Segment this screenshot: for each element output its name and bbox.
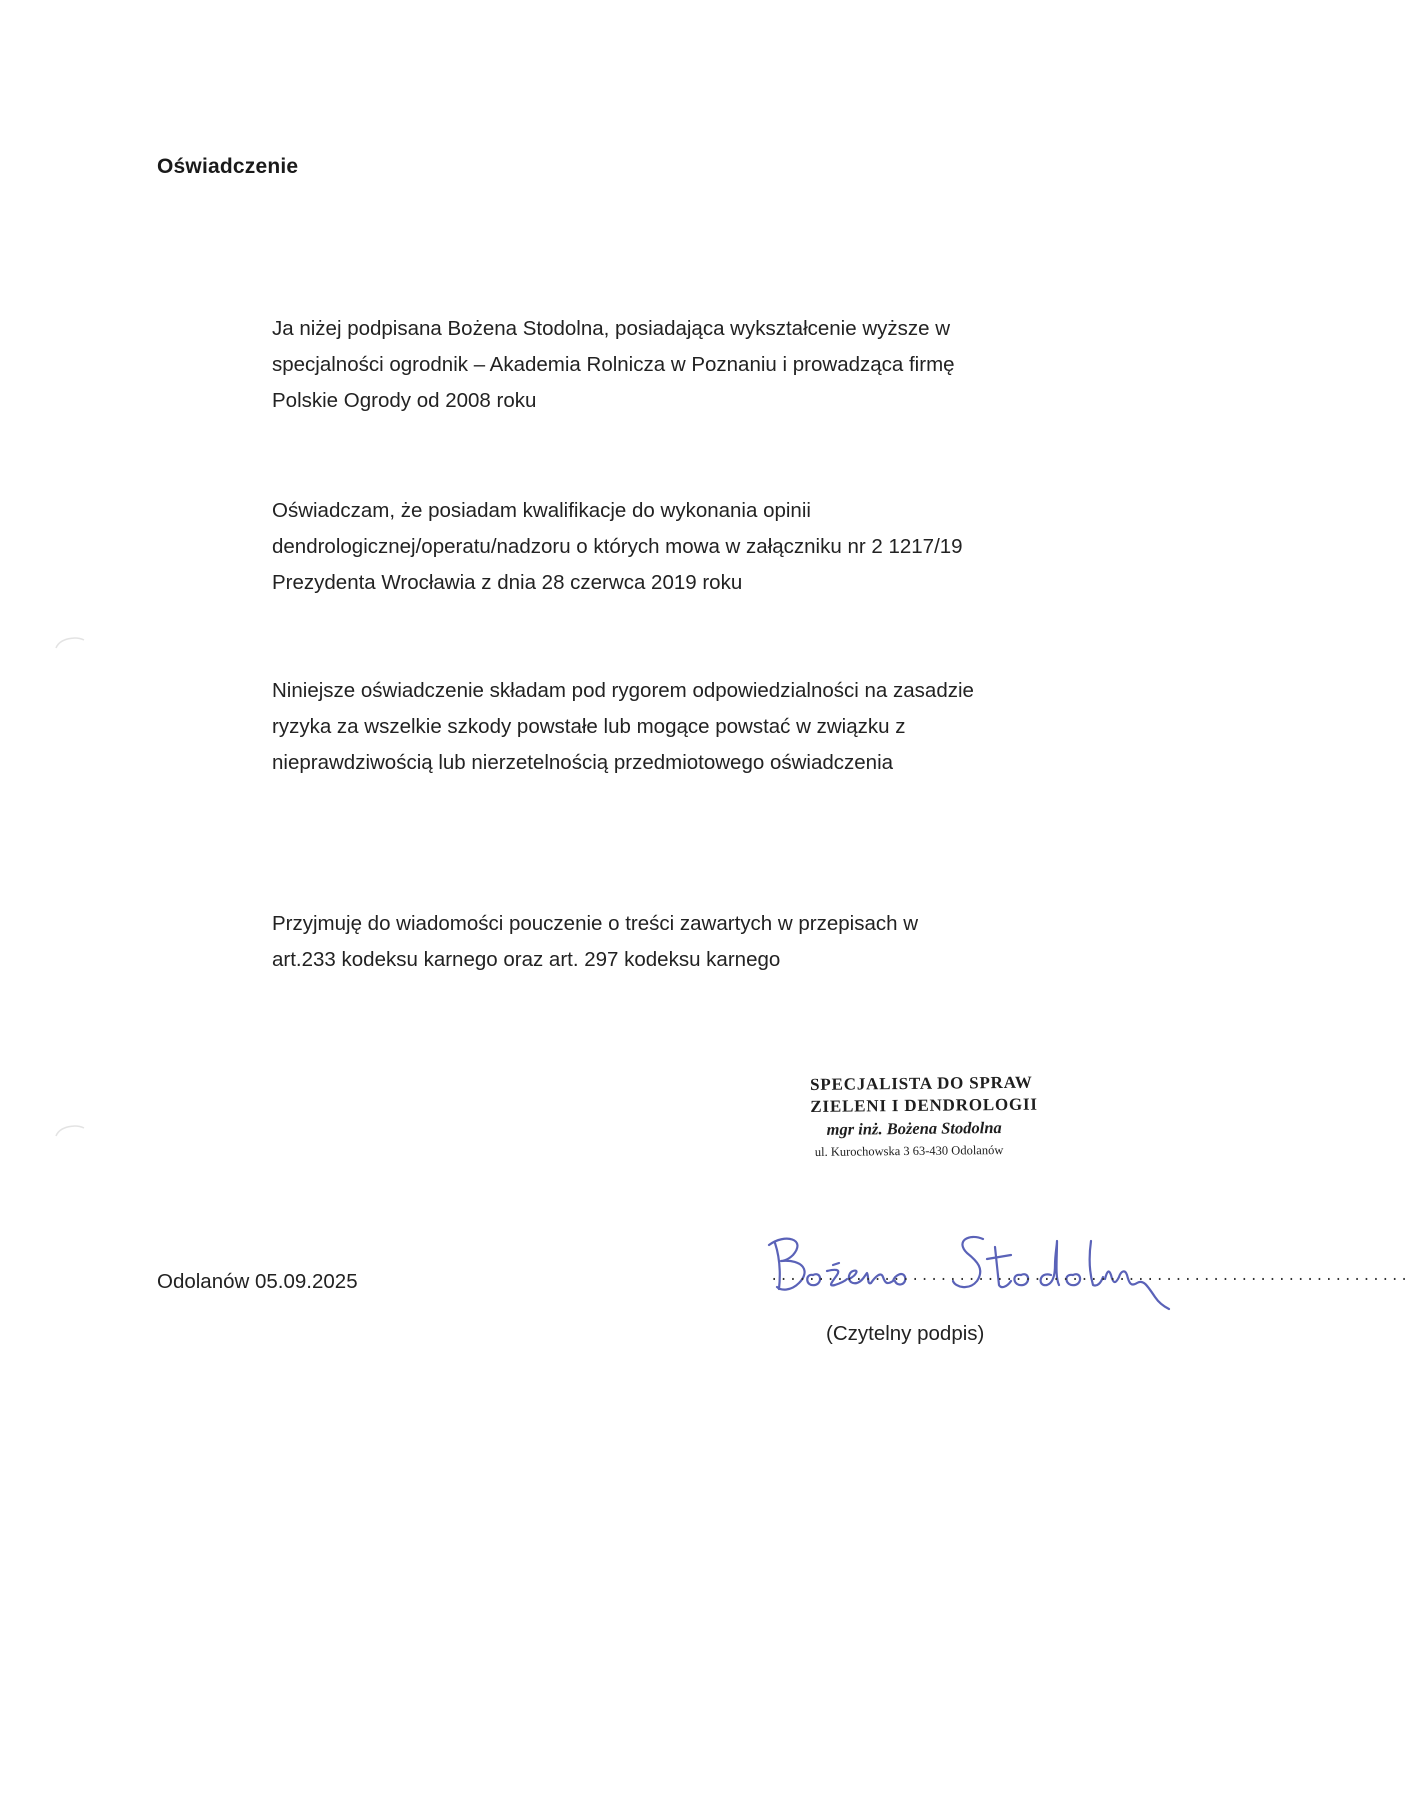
paragraph-line: nieprawdziwością lub nierzetelnością przedmiotowego oświadczenia [272, 751, 894, 774]
paragraph-line: art.233 kodeksu karnego oraz art. 297 kodeksu karnego [272, 948, 781, 971]
paragraph-line: dendrologicznej/operatu/nadzoru o których mowa w załączniku nr 2 1217/19 [272, 535, 963, 558]
stamp-line-field: ZIELENI I DENDROLOGII [810, 1094, 1038, 1116]
stamp-line-name: mgr inż. Bożena Stodolna [826, 1117, 1002, 1139]
stamp-line-address: ul. Kurochowska 3 63-430 Odolanów [814, 1142, 1004, 1159]
paragraph-line: Prezydenta Wrocławia z dnia 28 czerwca 2019 roku [272, 571, 743, 594]
paragraph-declarant [272, 311, 1172, 419]
document-title: Oświadczenie [157, 155, 299, 178]
specialist-stamp [810, 1071, 1091, 1163]
signature-dotted-line: .................................................................... [770, 1269, 1409, 1285]
punch-hole-icon [52, 1118, 88, 1154]
paragraph-qualifications [272, 493, 1172, 601]
paragraph-line: Przyjmuję do wiadomości pouczenie o treści zawartych w przepisach w [272, 912, 919, 935]
paragraph-line: ryzyka za wszelkie szkody powstałe lub mogące powstać w związku z [272, 715, 906, 738]
stamp-line-title: SPECJALISTA DO SPRAW [810, 1072, 1033, 1094]
signature-caption: (Czytelny podpis) [826, 1322, 985, 1345]
paragraph-line: specjalności ogrodnik – Akademia Rolnicza w Poznaniu i prowadząca firmę [272, 353, 955, 376]
paragraph-line: Polskie Ogrody od 2008 roku [272, 389, 537, 412]
paragraph-line: Ja niżej podpisana Bożena Stodolna, posiadająca wykształcenie wyższe w [272, 317, 951, 340]
punch-hole-icon [52, 630, 88, 666]
handwritten-signature [755, 1225, 1409, 1305]
paragraph-line: Oświadczam, że posiadam kwalifikacje do wykonania opinii [272, 499, 811, 522]
paragraph-criminal-code [272, 906, 1172, 978]
signature-icon [755, 1225, 1409, 1305]
place-and-date: Odolanów 05.09.2025 [157, 1270, 358, 1293]
paragraph-liability [272, 673, 1172, 781]
paragraph-line: Niniejsze oświadczenie składam pod rygorem odpowiedzialności na zasadzie [272, 679, 974, 702]
